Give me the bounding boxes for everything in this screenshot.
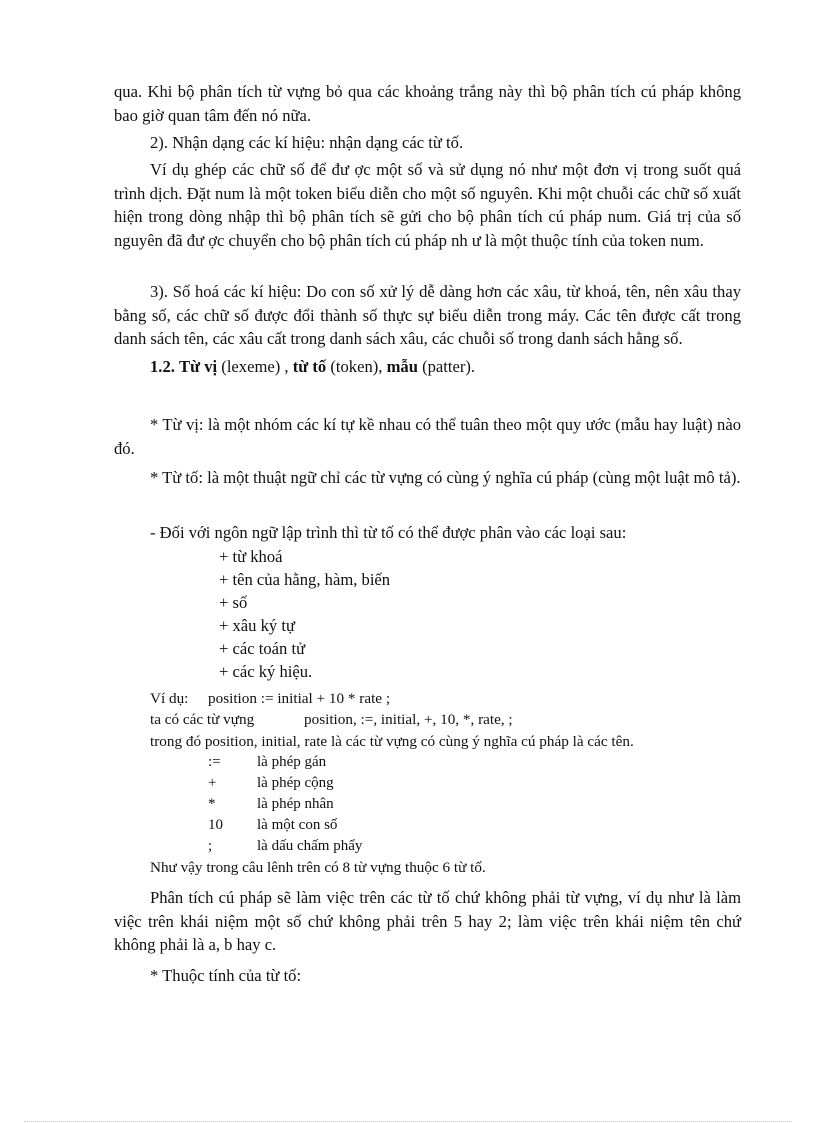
heading-pattern: mẫu: [386, 357, 418, 376]
paragraph-whitespace: qua. Khi bộ phân tích từ vựng bỏ qua các khoảng trắng này thì bộ phân tích cú pháp không bao giờ quan tâm đến nó nữa.: [114, 82, 741, 125]
symbol-cell: :=: [208, 754, 221, 770]
paragraph-recognize-symbols: 2). Nhận dạng các kí hiệu: nhận dạng các từ tố.: [150, 133, 464, 152]
paragraph-number-example: Ví dụ ghép các chữ số để đư ợc một số và sử dụng nó như một đơn vị trong suốt quá trình dịch. Đặt num là một token biểu diễn cho một số nguyên. Khi một chuỗi các chữ số xuất hiện trong dòng nhập thì bộ phân tích sẽ gửi cho bộ phân tích cú pháp num. Giá trị của số nguyên đã đư ợc chuyển cho bộ phân tích cú pháp nh ư là một thuộc tính của token num.: [114, 160, 741, 250]
token-types-intro: - Đối với ngôn ngữ lập trình thì từ tố có thể được phân vào các loại sau:: [150, 523, 627, 542]
symbol-meaning: là phép nhân: [257, 796, 334, 812]
example-summary: Như vậy trong câu lênh trên có 8 từ vựng thuộc 6 từ tố.: [150, 859, 486, 876]
names-note: trong đó position, initial, rate là các từ vựng có cùng ý nghĩa cú pháp là các tên.: [150, 733, 634, 750]
token-type-item: + từ khoá: [219, 547, 283, 566]
example-statement: position := initial + 10 * rate ;: [208, 690, 391, 707]
token-type-item: + các ký hiệu.: [219, 662, 313, 681]
symbol-cell: *: [208, 796, 216, 812]
token-type-item: + xâu ký tự: [219, 616, 295, 635]
token-type-item: + các toán tử: [219, 639, 306, 658]
symbol-cell: +: [208, 775, 217, 791]
token-attributes-heading: * Thuộc tính của từ tố:: [150, 966, 302, 985]
symbol-meaning: là phép cộng: [257, 775, 334, 791]
symbol-meaning: là phép gán: [257, 754, 327, 770]
paragraph-digitize-symbols: 3). Số hoá các kí hiệu: Do con số xử lý dễ dàng hơn các xâu, từ khoá, tên, nên xâu thay bằng số, các chữ số được đổi thành số thực sự biểu diễn trong máy. Các tên được cất trong danh sách tên, các xâu cất trong danh sách xâu, các chuỗi số trong danh sách hằng số.: [114, 282, 741, 348]
heading-number: 1.2.: [150, 357, 175, 376]
symbol-cell: 10: [208, 817, 223, 833]
heading-lexeme: Từ vị: [179, 357, 218, 376]
heading-token: từ tố: [292, 357, 327, 376]
lexemes-list: position, :=, initial, +, 10, *, rate, ;: [304, 711, 513, 728]
token-type-item: + số: [219, 593, 248, 612]
page-bottom-rule: [24, 1121, 792, 1122]
heading-pattern-en: (patter).: [422, 357, 476, 376]
heading-lexeme-en: (lexeme) ,: [221, 357, 289, 376]
symbol-meaning: là dấu chấm phẩy: [257, 838, 363, 854]
lexemes-label: ta có các từ vựng: [150, 711, 255, 728]
example-label: Ví dụ:: [150, 690, 189, 707]
token-type-item: + tên của hằng, hàm, biến: [219, 570, 391, 589]
section-heading: [114, 355, 741, 379]
symbol-cell: ;: [208, 838, 213, 854]
lexeme-definition: * Từ vị: là một nhóm các kí tự kề nhau có thể tuân theo một quy ước (mẫu hay luật) nào đó.: [114, 415, 741, 458]
symbol-meaning: là một con số: [257, 817, 338, 833]
heading-token-en: (token),: [330, 357, 383, 376]
token-definition: * Từ tố: là một thuật ngữ chỉ các từ vựng có cùng ý nghĩa cú pháp (cùng một luật mô tả).: [150, 468, 741, 487]
paragraph-parsing-tokens: Phân tích cú pháp sẽ làm việc trên các từ tố chứ không phải từ vựng, ví dụ như là làm việc trên khái niệm một số chứ không phải trên 5 hay 2; làm việc trên khái niệm tên chứ không phải là a, b hay c.: [114, 888, 741, 954]
